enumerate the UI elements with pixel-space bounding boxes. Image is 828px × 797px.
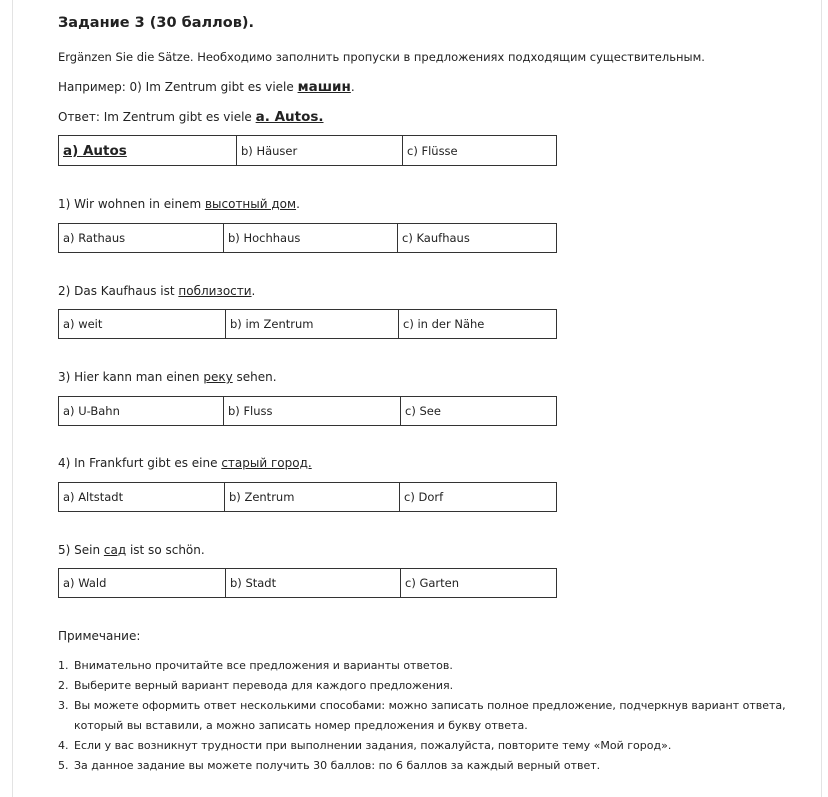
option-cell: a) Altstadt [59,483,225,512]
question-2 [58,284,255,298]
question-1 [58,197,300,211]
question-5-word: сад [103,543,127,557]
table-row [59,397,557,426]
note-list [58,656,798,776]
question-2-word: поблизости [178,284,252,298]
option-cell: a) Wald [59,569,226,598]
question-3-word: реку [203,370,233,384]
document-page [12,0,822,797]
question-5-after: ist so schön. [126,543,205,557]
question-1-options-table [58,223,557,253]
example-prefix: Например: 0) Im Zentrum gibt es viele [58,80,298,94]
example-options-table [58,135,557,166]
example-answer-prefix: Ответ: Im Zentrum gibt es viele [58,110,256,124]
option-cell: b) Fluss [224,397,401,426]
question-5 [58,543,205,557]
question-1-before: 1) Wir wohnen in einem [58,197,205,211]
question-5-before: 5) Sein [58,543,104,557]
example-answer-word: a. Autos. [255,109,324,125]
table-row [59,224,557,253]
list-item-number: 5. [58,759,69,772]
example-suffix: . [350,80,355,94]
question-1-after: . [296,197,300,211]
question-3-after: sehen. [232,370,277,384]
option-cell: c) Flüsse [403,136,557,166]
question-3-options-table [58,396,557,426]
list-item [58,676,798,696]
question-3-before: 3) Hier kann man einen [58,370,204,384]
table-row [59,136,557,166]
option-cell: c) Garten [401,569,557,598]
example-sentence [58,79,355,95]
list-item [58,756,798,776]
list-item [58,696,798,736]
option-cell [59,136,237,166]
option-cell: b) Stadt [226,569,401,598]
option-cell: c) Kaufhaus [398,224,557,253]
option-cell: a) Rathaus [59,224,224,253]
question-1-word: высотный дом [204,197,297,211]
list-item-number: 2. [58,679,69,692]
question-5-options-table [58,568,557,598]
list-item-text: Выберите верный вариант перевода для каждого предложения. [74,679,454,692]
question-2-options-table [58,309,557,339]
list-item-text: Если у вас возникнут трудности при выполнении задания, пожалуйста, повторите тему «Мой город». [74,739,672,752]
option-cell: c) in der Nähe [399,310,557,339]
task-instruction: Ergänzen Sie die Sätze. Необходимо заполнить пропуски в предложениях подходящим существительным. [58,50,705,64]
table-row [59,483,557,512]
example-word: машин [297,79,351,95]
option-cell: b) Hochhaus [224,224,398,253]
list-item-number: 3. [58,699,69,712]
list-item-text: За данное задание вы можете получить 30 баллов: по 6 баллов за каждый верный ответ. [74,759,601,772]
question-4-word: старый город. [221,456,312,470]
option-cell: a) weit [59,310,226,339]
table-row [59,569,557,598]
list-item [58,736,798,756]
question-4-before: 4) In Frankfurt gibt es eine [58,456,222,470]
list-item-text: Вы можете оформить ответ несколькими способами: можно записать полное предложение, подчеркнув вариант ответа, который вы вставили, а можно записать номер предложения и букву ответа. [74,699,786,732]
question-4 [58,456,312,470]
question-2-after: . [251,284,256,298]
question-3 [58,370,277,384]
option-a: a) Autos [63,142,127,159]
task-title: Задание 3 (30 баллов). [58,15,255,31]
example-answer [58,109,324,125]
question-4-options-table [58,482,557,512]
list-item-text: Внимательно прочитайте все предложения и варианты ответов. [74,659,453,672]
option-cell: b) Häuser [237,136,403,166]
list-item-number: 4. [58,739,69,752]
option-cell: b) Zentrum [225,483,400,512]
question-2-before: 2) Das Kaufhaus ist [58,284,179,298]
list-item-number: 1. [58,659,69,672]
option-cell: c) Dorf [400,483,557,512]
option-cell: a) U-Bahn [59,397,224,426]
option-cell: b) im Zentrum [226,310,399,339]
option-cell: c) See [401,397,557,426]
table-row [59,310,557,339]
note-title: Примечание: [58,629,141,643]
list-item [58,656,798,676]
